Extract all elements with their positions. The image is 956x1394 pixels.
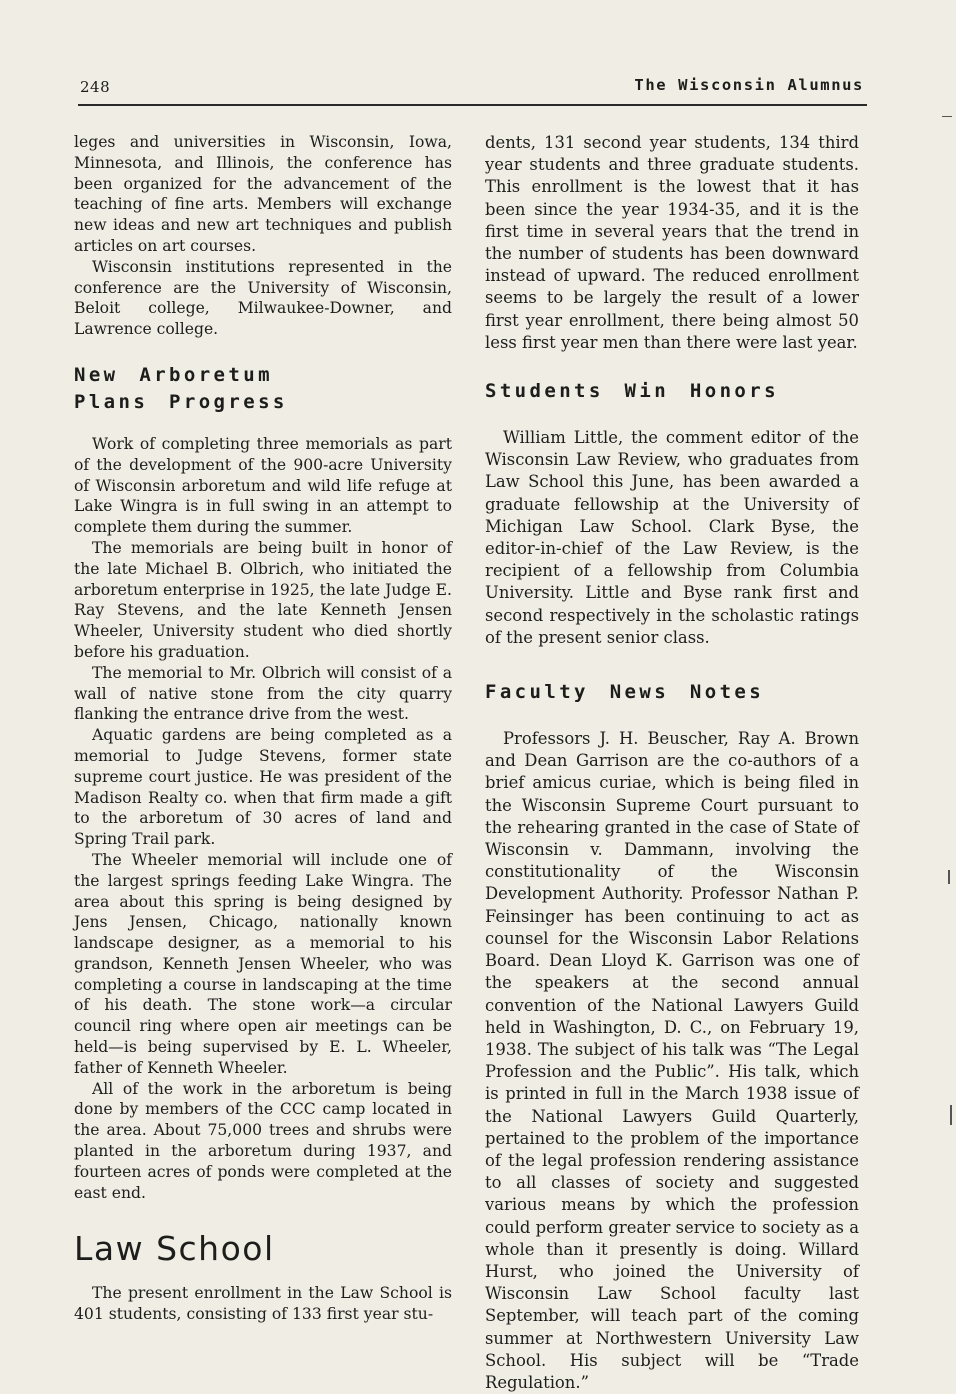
arboretum-paragraph: The Wheeler memorial will include one of the largest springs feeding Lake Wingra. The area about this spring is being designed by Jens Jensen, Chicago, nationally known landscape designer, as a memorial to his grandson, Kenneth Jensen Wheeler, who was completing a course in landscaping at the time of his death. The stone work—a circular council ring where open air meetings can be held—is being supervised by E. L. Wheeler, father of Kenneth Wheeler.: [74, 850, 452, 1077]
arboretum-heading-line2: Plans Progress: [74, 390, 288, 413]
law-school-paragraph: The present enrollment in the Law School is 401 students, consisting of 133 first year stu-: [74, 1284, 452, 1324]
header-divider: [78, 104, 867, 106]
arboretum-heading-line1: New Arboretum: [74, 363, 273, 386]
page-number: 248: [80, 78, 111, 96]
intro-paragraph: leges and universities in Wisconsin, Iowa, Minnesota, and Illinois, the conference has been organized for the advancement of the teaching of fine arts. Members will exchange new ideas and new art techniques and publish articles on art courses.: [74, 133, 452, 255]
scan-edge-mark: [948, 870, 950, 884]
intro-paragraph: Wisconsin institutions represented in the conference are the University of Wisconsin, Beloit college, Milwaukee-Downer, and Lawrence college.: [74, 257, 452, 339]
right-column: [485, 132, 859, 1394]
page-header: [78, 76, 864, 100]
students-honors-paragraph: William Little, the comment editor of the Wisconsin Law Review, who graduates from Law School this June, has been awarded a graduate fellowship at the University of Michigan Law School. Clark Byse, the editor-in-chief of the Law Review, is the recipient of a fellowship from Columbia University. Little and Byse rank first and second respectively in the scholastic ratings of the present senior class.: [485, 428, 859, 647]
arboretum-paragraph: Work of completing three memorials as part of the development of the 900-acre University of Wisconsin arboretum and wild life refuge at Lake Wingra is in full swing in an attempt to complete them during the summer.: [74, 434, 452, 537]
arboretum-heading: [74, 362, 452, 416]
arboretum-paragraph: The memorial to Mr. Olbrich will consist of a wall of native stone from the city quarry flanking the entrance drive from the west.: [74, 663, 452, 724]
left-column: [74, 132, 452, 1325]
law-school-heading: Law School: [74, 1229, 275, 1269]
arboretum-paragraph: The memorials are being built in honor of the late Michael B. Olbrich, who initiated the arboretum enterprise in 1925, the late Judge E. Ray Stevens, and the late Kenneth Jensen Wheeler, University student who died shortly before his graduation.: [74, 538, 452, 661]
faculty-news-paragraph: Professors J. H. Beuscher, Ray A. Brown and Dean Garrison are the co-authors of a brief amicus curiae, which is being filed in the Wisconsin Supreme Court pursuant to the rehearing granted in the case of State of Wisconsin v. Dammann, involving the constitutionality of the Wisconsin Development Authority. Professor Nathan P. Feinsinger has been continuing to act as counsel for the Wisconsin Labor Relations Board. Dean Lloyd K. Garrison was one of the speakers at the second annual convention of the National Lawyers Guild held in Washington, D. C., on February 19, 1938. The subject of his talk was “The Legal Profession and the Public”. His talk, which is printed in full in the March 1938 issue of the National Lawyers Guild Quarterly, pertained to the problem of the importance of the legal profession rendering assistance to all classes of society and suggested various means by which the profession could perform greater service to society as a whole than it presently is doing. Willard Hurst, who joined the University of Wisconsin Law School faculty last September, will teach part of the coming summer at Northwestern University Law School. His subject will be “Trade Regulation.”: [485, 729, 859, 1392]
scan-edge-mark: [950, 1105, 952, 1125]
students-honors-heading: Students Win Honors: [485, 380, 779, 403]
arboretum-paragraph: All of the work in the arboretum is being done by members of the CCC camp located in the area. About 75,000 trees and shrubs were planted in the arboretum during 1937, and fourteen acres of ponds were completed at the east end.: [74, 1079, 452, 1202]
faculty-news-heading: Faculty News Notes: [485, 681, 765, 704]
scan-edge-mark: [942, 116, 952, 117]
enrollment-continuation: dents, 131 second year students, 134 third year students and three graduate students. This enrollment is the lowest that it has been since the year 1934-35, and it is the first time in several years that the trend in the number of students has been downward instead of upward. The reduced enrollment seems to be largely the result of a lower first year enrollment, there being almost 50 less first year men than there were last year.: [485, 133, 859, 352]
publication-title: The Wisconsin Alumnus: [634, 76, 864, 94]
arboretum-paragraph: Aquatic gardens are being completed as a memorial to Judge Stevens, former state supreme court justice. He was president of the Madison Realty co. when that firm made a gift to the arboretum of 30 acres of land and Spring Trail park.: [74, 726, 452, 849]
